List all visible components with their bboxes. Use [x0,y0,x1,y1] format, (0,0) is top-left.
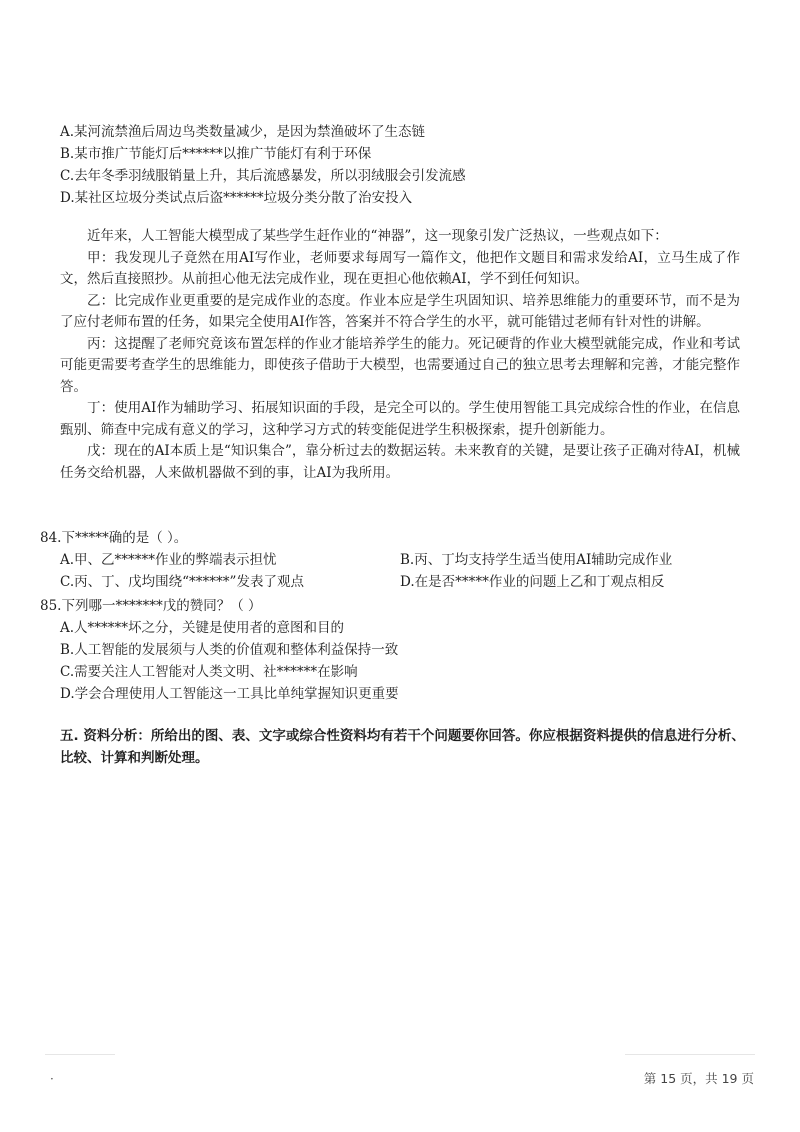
prev-option-d: D.某社区垃圾分类试点后盗******垃圾分类分散了治安投入 [60,190,413,206]
passage-view-ding: 丁：使用AI作为辅助学习、拓展知识面的手段，是完全可以的。学生使用智能工具完成综合性的作业，在信息甄别、筛查中完成有意义的学习，这种学习方式的转变能促进学生积极探索，提升创新能力。 [60,400,740,438]
passage-view-jia: 甲：我发现儿子竟然在用AI写作业，老师要求每周写一篇作文，他把作文题目和需求发给AI，立马生成了作文，然后直接照抄。从前担心他无法完成作业，现在更担心他依赖AI，学不到任何知识。 [60,249,740,287]
passage-view-yi: 乙：比完成作业更重要的是完成作业的态度。作业本应是学生巩固知识、培养思维能力的重要环节，而不是为了应付老师布置的任务，如果完全使用AI作答，答案并不符合学生的水平，就可能错过老师有针对性的讲解。 [60,292,740,330]
question-84-option-c: C.丙、丁、戊均围绕“******”发表了观点 [60,574,304,590]
question-84-option-d: D.在是否*****作业的问题上乙和丁观点相反 [400,574,665,590]
section-five-heading: 五. 资料分析：所给出的图、表、文字或综合性资料均有若干个问题要你回答。你应根据资料提供的信息进行分析、比较、计算和判断处理。 [60,728,745,766]
page-number: 第 15 页，共 19 页 [643,1071,754,1086]
question-84-option-a: A.甲、乙******作业的弊端表示担忧 [60,552,277,568]
passage [60,226,740,484]
question-84-option-b: B.丙、丁均支持学生适当使用AI辅助完成作业 [400,552,673,568]
footer-divider-left [45,1054,115,1055]
question-85-option-a: A.人******坏之分，关键是使用者的意图和目的 [60,620,345,636]
footer-divider-right [625,1054,755,1055]
prev-option-b: B.某市推广节能灯后******以推广节能灯有利于环保 [60,146,372,162]
question-85-option-d: D.学会合理使用人工智能这一工具比单纯掌握知识更重要 [60,686,399,702]
question-85-stem: 85.下列哪一*******戊的赞同？（ ） [40,598,262,614]
question-84-stem: 84.下*****确的是（ ）。 [40,530,188,546]
passage-view-bing: 丙：这提醒了老师究竟该布置怎样的作业才能培养学生的能力。死记硬背的作业大模型就能完成，作业和考试可能更需要考查学生的思维能力，即使孩子借助于大模型，也需要通过自己的独立思考去理解和完善，才能完整作答。 [60,335,740,395]
prev-option-a: A.某河流禁渔后周边鸟类数量减少，是因为禁渔破坏了生态链 [60,124,426,140]
passage-intro: 近年来，人工智能大模型成了某些学生赶作业的“神器”，这一现象引发广泛热议，一些观点如下： [87,228,668,244]
question-85-option-b: B.人工智能的发展须与人类的价值观和整体利益保持一致 [60,642,399,658]
question-85-option-c: C.需要关注人工智能对人类文明、社******在影响 [60,664,358,680]
prev-option-c: C.去年冬季羽绒服销量上升，其后流感暴发，所以羽绒服会引发流感 [60,168,466,184]
footer-mark: · [50,1072,54,1086]
passage-view-wu: 戊：现在的AI本质上是“知识集合”，靠分析过去的数据运转。未来教育的关键，是要让孩子正确对待AI，机械任务交给机器，人来做机器做不到的事，让AI为我所用。 [60,443,740,481]
